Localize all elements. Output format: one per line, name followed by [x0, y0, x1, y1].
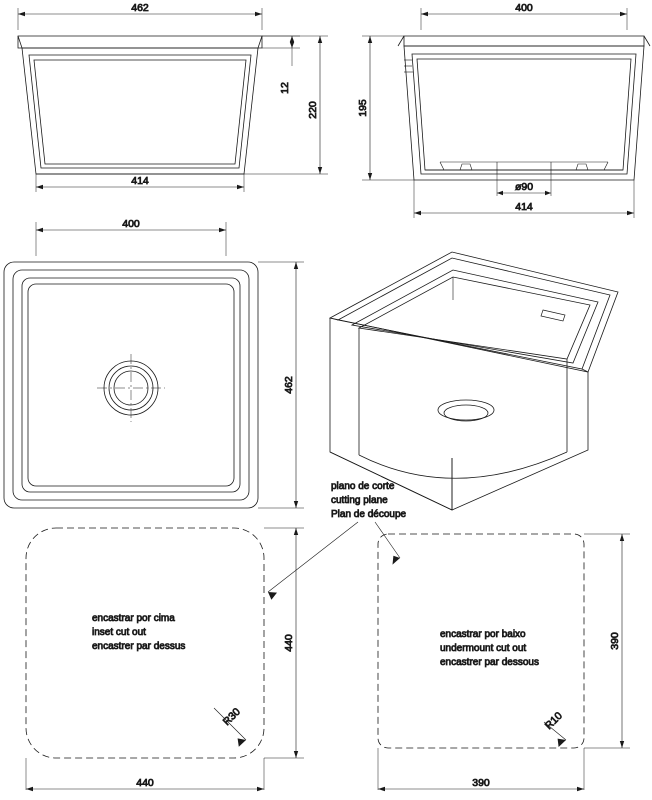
view-side-elevation [398, 36, 650, 180]
callout-cutting-plane-line2: cutting plane [331, 495, 388, 506]
dim-label-side-bottom-width: 414 [515, 201, 533, 213]
dim-label-front-bottom-width: 414 [131, 175, 149, 187]
dim-label-front-top-width: 462 [131, 2, 149, 14]
label-undermount-line1: encastrar por baixo [440, 629, 526, 640]
callout-cutting-plane-line3: Plan de découpe [331, 509, 407, 520]
dim-label-inset-height: 440 [283, 634, 295, 652]
dim-label-side-drain-diameter: ø90 [514, 181, 534, 193]
dim-label-plan-width: 400 [122, 218, 140, 230]
dim-undermount-height [584, 534, 630, 748]
dim-label-plan-depth: 462 [283, 376, 295, 394]
callout-leader-lines [268, 522, 400, 600]
dim-side-height [362, 36, 414, 180]
dim-label-side-height: 195 [357, 99, 369, 117]
dim-label-inset-radius: R30 [220, 705, 243, 728]
label-inset-line3: encastrer par dessus [92, 641, 186, 652]
dim-front-rim-height [262, 36, 300, 66]
label-undermount-line3: encastrer par dessous [440, 657, 539, 668]
dim-plan-depth [258, 262, 304, 508]
view-front-elevation [18, 36, 262, 174]
dim-label-side-top-width: 400 [515, 2, 533, 14]
dim-label-front-total-height: 220 [307, 101, 319, 119]
view-perspective [330, 252, 618, 510]
label-inset-line1: encastrar por cima [92, 613, 175, 624]
dim-label-inset-width: 440 [136, 777, 154, 789]
callout-cutting-plane-line1: plano de corte [331, 481, 395, 492]
label-undermount-line2: undermount cut out [440, 643, 527, 654]
dim-label-undermount-width: 390 [472, 777, 490, 789]
dim-label-undermount-radius: R10 [542, 709, 565, 732]
dim-label-front-rim-height: 12 [279, 82, 291, 94]
label-inset-line2: inset cut out [92, 627, 146, 638]
view-top-plan [4, 262, 258, 508]
dim-label-undermount-height: 390 [609, 632, 621, 650]
